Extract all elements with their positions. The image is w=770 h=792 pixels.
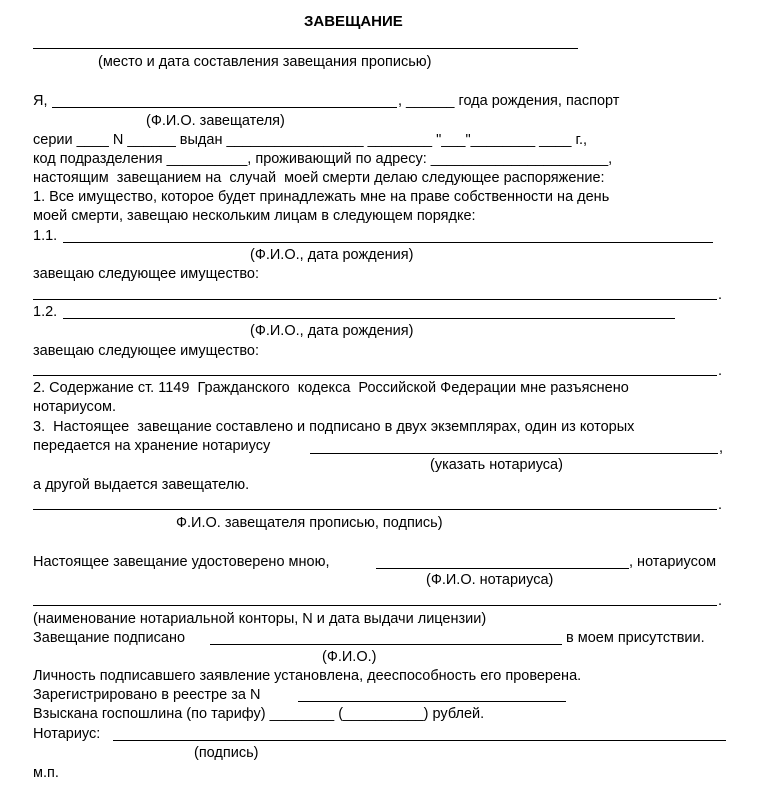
bequeath-2-label: завещаю следующее имущество: bbox=[33, 343, 260, 359]
ya-label: Я, bbox=[33, 93, 48, 109]
place-date-line[interactable] bbox=[33, 48, 578, 49]
seal-place-label: м.п. bbox=[33, 765, 59, 781]
testator-name-line[interactable] bbox=[52, 107, 397, 108]
office-line[interactable] bbox=[33, 605, 717, 606]
testator-fio-hint: (Ф.И.О. завещателя) bbox=[146, 113, 285, 129]
notary-word: , нотариусом bbox=[629, 554, 717, 570]
dot-3: . bbox=[718, 497, 723, 513]
property-1-line[interactable] bbox=[33, 299, 717, 300]
bequeath-1-label: завещаю следующее имущество: bbox=[33, 266, 260, 282]
dot-1: . bbox=[718, 287, 723, 303]
notary-hint: (указать нотариуса) bbox=[430, 457, 563, 473]
fee-line: Взыскана госпошлина (по тарифу) ________ (__________) рублей. bbox=[33, 706, 485, 722]
comma-1: , bbox=[719, 440, 724, 456]
registered-label: Зарегистрировано в реестре за N bbox=[33, 687, 261, 703]
notary-fio-hint: (Ф.И.О. нотариуса) bbox=[426, 572, 554, 588]
item-1-1-label: 1.1. bbox=[33, 228, 58, 244]
place-date-hint: (место и дата составления завещания прописью) bbox=[98, 54, 432, 70]
passport-series-line: серии ____ N ______ выдан _________________ ________ "___"________ ____ г., bbox=[33, 132, 588, 148]
item-1-2-label: 1.2. bbox=[33, 304, 58, 320]
division-code-address-line: код подразделения __________, проживающий по адресу: ______________________, bbox=[33, 151, 613, 167]
paragraph-3-line-1: 3. Настоящее завещание составлено и подписано в двух экземплярах, один из которых bbox=[33, 419, 635, 435]
present-will-intro: настоящим завещанием на случай моей смерти делаю следующее распоряжение: bbox=[33, 170, 605, 186]
other-copy-text: а другой выдается завещателю. bbox=[33, 477, 250, 493]
paragraph-2-line-2: нотариусом. bbox=[33, 399, 117, 415]
presence-text: в моем присутствии. bbox=[566, 630, 705, 646]
certified-text: Настоящее завещание удостоверено мною, bbox=[33, 554, 330, 570]
document-title: ЗАВЕЩАНИЕ bbox=[304, 13, 403, 30]
testator-signature-hint: Ф.И.О. завещателя прописью, подпись) bbox=[176, 515, 443, 531]
heir-2-fio-hint: (Ф.И.О., дата рождения) bbox=[250, 323, 414, 339]
certifier-name-line[interactable] bbox=[376, 568, 629, 569]
heir-1-fio-hint: (Ф.И.О., дата рождения) bbox=[250, 247, 414, 263]
signature-hint: (подпись) bbox=[194, 745, 259, 761]
identity-text: Личность подписавшего заявление установлена, дееспособность его проверена. bbox=[33, 668, 582, 684]
registry-number-line[interactable] bbox=[298, 701, 566, 702]
birth-year-passport-label: , ______ года рождения, паспорт bbox=[398, 93, 620, 109]
heir-1-line[interactable] bbox=[63, 242, 713, 243]
dot-2: . bbox=[718, 363, 723, 379]
notary-label: Нотариус: bbox=[33, 726, 101, 742]
signed-label: Завещание подписано bbox=[33, 630, 186, 646]
dot-4: . bbox=[718, 593, 723, 609]
paragraph-2-line-1: 2. Содержание ст. 1149 Гражданского кодекса Российской Федерации мне разъяснено bbox=[33, 380, 629, 396]
signer-fio-hint: (Ф.И.О.) bbox=[322, 649, 377, 665]
property-2-line[interactable] bbox=[33, 375, 717, 376]
paragraph-1-line-1: 1. Все имущество, которое будет принадлежать мне на праве собственности на день bbox=[33, 189, 610, 205]
notary-signature-line[interactable] bbox=[113, 740, 726, 741]
signed-by-line[interactable] bbox=[210, 644, 562, 645]
notary-name-line[interactable] bbox=[310, 453, 718, 454]
office-hint: (наименование нотариальной конторы, N и дата выдачи лицензии) bbox=[33, 611, 487, 627]
paragraph-1-line-2: моей смерти, завещаю нескольким лицам в следующем порядке: bbox=[33, 208, 476, 224]
testator-signature-line[interactable] bbox=[33, 509, 717, 510]
paragraph-3-line-2: передается на хранение нотариусу bbox=[33, 438, 271, 454]
heir-2-line[interactable] bbox=[63, 318, 675, 319]
